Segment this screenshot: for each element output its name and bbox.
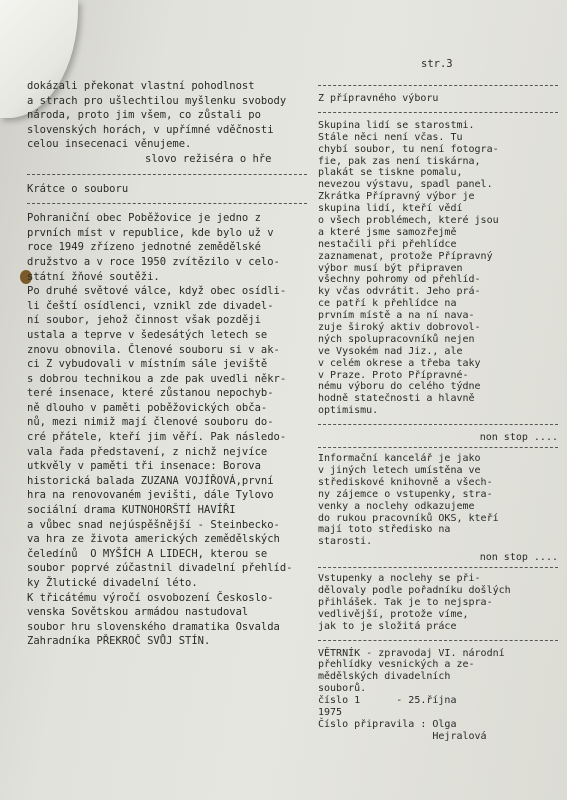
- text-line: čeledínů O MYŠÍCH A LIDECH, kterou se: [27, 547, 268, 560]
- text-line: cré přátele, kteří jim věří. Pak následo-: [27, 431, 287, 444]
- text-line: utkvěly v paměti tři insenace: Borova: [27, 460, 261, 473]
- text-line: plakát se tiskne pomalu,: [318, 167, 463, 179]
- text-line: o všech problémech, které jsou: [318, 215, 499, 227]
- dashed-divider: [318, 640, 558, 642]
- text-line: v celém okrese a třeba taky: [318, 357, 481, 369]
- text-line: dělovaly podle pořadníku došlých: [318, 584, 511, 596]
- text-line: v jiných letech umístěna ve: [318, 464, 481, 476]
- director-signature: slovo režiséra o hře: [145, 152, 272, 165]
- non-stop-marker: non stop ....: [479, 552, 558, 564]
- dashed-divider: [318, 85, 558, 87]
- text-line: Skupina lidí se starostmi.: [318, 119, 475, 131]
- text-line: přehlídky vesnických a ze-: [318, 659, 475, 671]
- text-line: ně dlouho v paměti poběžovických obča-: [27, 401, 268, 414]
- text-line: 1975: [318, 706, 343, 718]
- text-line: optimismu.: [318, 405, 379, 417]
- text-line: venska Sovětskou armádou nastudoval: [27, 606, 249, 619]
- dashed-divider: [27, 174, 307, 176]
- text-line: Pohraniční obec Poběžovice je jedno z: [27, 212, 261, 225]
- text-line: prvních míst v republice, kde bylo už v: [27, 226, 274, 239]
- text-line: soubor hru slovenského dramatika Osvalda: [27, 620, 280, 633]
- text-line: Zahradníka PŘEKROČ SVŮJ STÍN.: [27, 635, 211, 648]
- text-line: hra na renovovaném jevišti, dále Tylovo: [27, 489, 274, 502]
- text-line: zuje široký aktiv dobrovol-: [318, 322, 481, 334]
- text-line: nů, mezi nimiž mají členové souboru do-: [27, 416, 274, 429]
- right-column: [318, 79, 558, 743]
- info-office-paragraph: [318, 453, 558, 548]
- text-line: Po druhé světové válce, když obec osídli-: [27, 285, 287, 298]
- text-line: Zkrátka Přípravný výbor je: [318, 191, 475, 203]
- intro-paragraph: [27, 79, 307, 152]
- text-line: ní soubor, jehož činnost však později: [27, 314, 261, 327]
- masthead: [318, 648, 558, 743]
- text-line: Informační kancelář je jako: [318, 453, 481, 465]
- text-line: družstvo a v roce 1950 zvítězilo v celo-: [27, 255, 280, 268]
- text-line: sociální drama KUTNOHORŠTÍ HAVÍŘI: [27, 504, 236, 517]
- text-line: K třicátému výročí osvobození Českoslo-: [27, 591, 274, 604]
- text-line: VĚTRNÍK - zpravodaj VI. národní: [318, 647, 505, 659]
- text-line: ustala a teprve v šedesátých letech se: [27, 328, 268, 341]
- text-line: do rukou pracovníků OKS, kteří: [318, 512, 499, 524]
- text-line: vala řada představení, z nichž nejvíce: [27, 445, 268, 458]
- text-line: státní žňové soutěži.: [27, 270, 160, 283]
- text-line: chybí soubor, tu není fotogra-: [318, 143, 499, 155]
- text-line: ci Z vybudovali v místním sále jeviště: [27, 358, 268, 371]
- text-line: střediskové knihovně a všech-: [318, 476, 493, 488]
- text-line: národa, proto jim všem, co zůstali po: [27, 109, 261, 122]
- text-line: li čeští osídlenci, vznikl zde divadel-: [27, 299, 274, 312]
- page-number: str.3: [421, 58, 453, 70]
- text-line: a strach pro ušlechtilou myšlenku svobody: [27, 94, 287, 107]
- text-line: s dobrou technikou a zde pak uvedli někr-: [27, 372, 287, 385]
- dashed-divider: [318, 447, 558, 449]
- text-line: ny zájemce o vstupenky, stra-: [318, 488, 493, 500]
- text-line: Hejralová: [318, 730, 487, 742]
- text-line: skupina lidí, kteří vědí: [318, 203, 463, 215]
- text-line: zaznamenat, protože Přípravný: [318, 250, 493, 262]
- text-line: hodně statečnosti a hlavně: [318, 393, 475, 405]
- text-line: teré insenace, které zůstanou nepochyb-: [27, 387, 274, 400]
- text-line: ce patří k přehlídce na: [318, 298, 457, 310]
- text-line: historická balada ZUZANA VOJÍŘOVÁ,první: [27, 474, 274, 487]
- text-line: Vstupenky a noclehy se při-: [318, 573, 481, 585]
- text-line: ky Žlutické divadelní léto.: [27, 577, 198, 589]
- section-heading: Krátce o souboru: [27, 182, 129, 195]
- text-line: výbor musí být připraven: [318, 262, 463, 274]
- about-ensemble-paragraph: [27, 211, 307, 649]
- text-line: slovenských horách, v upřímné vděčnosti: [27, 123, 274, 136]
- text-line: mají toto středisko na: [318, 524, 451, 536]
- text-line: v Praze. Proto Přípravné-: [318, 369, 469, 381]
- dashed-divider: [27, 203, 307, 205]
- dashed-divider: [318, 424, 558, 426]
- text-line: celou insecenaci věnujeme.: [27, 138, 192, 151]
- text-line: a vůbec snad nejúspěšnější - Steinbecko-: [27, 518, 280, 531]
- text-line: nému výboru do celého týdne: [318, 381, 481, 393]
- text-line: jak to je složitá práce: [318, 620, 457, 632]
- dashed-divider: [318, 112, 558, 114]
- section-heading: Z přípravného výboru: [318, 93, 439, 104]
- text-line: starosti.: [318, 536, 373, 548]
- text-line: ve Vysokém nad Jiz., ale: [318, 345, 463, 357]
- text-line: va hra ze života amerických zemědělských: [27, 533, 280, 546]
- non-stop-marker: non stop ....: [479, 432, 558, 444]
- text-line: Stále něci není včas. Tu: [318, 131, 463, 143]
- text-line: všechny pohromy od přehlíd-: [318, 274, 481, 286]
- text-line: přihlášek. Tak je to nejspra-: [318, 596, 493, 608]
- text-line: mědělských divadelních: [318, 671, 451, 683]
- text-line: a které jsme samozřejmě: [318, 226, 457, 238]
- text-line: souborů.: [318, 683, 367, 695]
- text-line: ných spolupracovníků nejen: [318, 333, 475, 345]
- text-line: dokázali překonat vlastní pohodlnost: [27, 80, 255, 92]
- dashed-divider: [318, 567, 558, 569]
- text-line: ky včas odvrátit. Jeho prá-: [318, 286, 481, 298]
- text-line: nevezou výstavu, spadl panel.: [318, 179, 493, 191]
- text-line: venky a noclehy odkazujeme: [318, 500, 475, 512]
- text-line: číslo 1 - 25.října: [318, 695, 457, 707]
- text-line: fie, pak zas není tiskárna,: [318, 155, 481, 167]
- text-line: nestačili při přehlídce: [318, 238, 457, 250]
- text-line: soubor poprvé zúčastnil divadelní přehlíd-: [27, 562, 293, 575]
- text-line: vedlivější, protože víme,: [318, 608, 469, 620]
- committee-paragraph: [318, 120, 558, 417]
- text-line: znovu obnovila. Členové souboru si v ak-: [27, 343, 280, 356]
- left-column: [27, 79, 307, 649]
- text-line: roce 1949 zřízeno jednotné zemědělské: [27, 241, 261, 254]
- text-line: prvním místě a na ní nava-: [318, 310, 475, 322]
- tickets-paragraph: [318, 573, 558, 632]
- text-line: Číslo připravila : Olga: [318, 718, 457, 730]
